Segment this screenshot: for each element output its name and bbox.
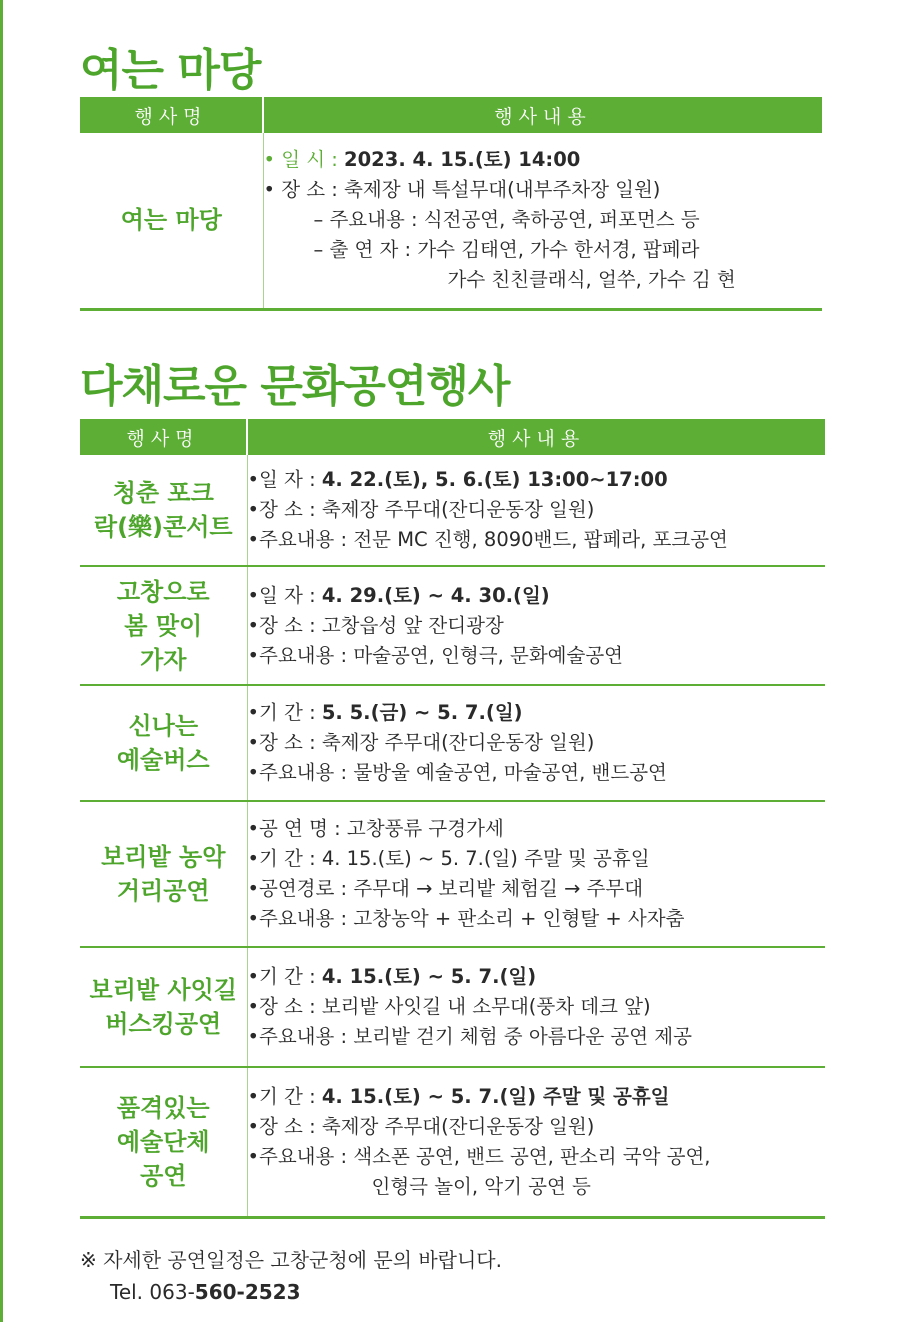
table-row (80, 133, 822, 309)
detail-value: 축제장 내 특설무대(내부주차장 일원) (344, 178, 661, 202)
event-detail (247, 801, 825, 947)
detail-value: 가수 친친클래식, 얼쑤, 가수 김 현 (447, 268, 736, 292)
section-title-opening: 여는 마당 (80, 45, 261, 96)
detail-line (248, 758, 826, 788)
detail-value: 고창풍류 구경가세 (346, 817, 504, 840)
event-detail (247, 1067, 825, 1217)
detail-line (248, 844, 826, 874)
detail-label: •장 소 : (247, 731, 322, 754)
detail-value: 축제장 주무대(잔디운동장 일원) (321, 731, 595, 754)
performances-schedule-table (80, 419, 825, 1219)
detail-value: 마술공연, 인형극, 문화예술공연 (353, 643, 624, 667)
detail-line (264, 235, 823, 265)
detail-line (264, 265, 823, 295)
detail-value: 5. 5.(금) ~ 5. 7.(일) (321, 701, 523, 724)
header-event-name: 행사명 (80, 97, 263, 133)
detail-label: – 출 연 자 : (313, 238, 418, 262)
detail-label: • 장 소 : (263, 178, 345, 202)
detail-value: 식전공연, 축하공연, 퍼포먼스 등 (423, 208, 700, 232)
detail-label: •기 간 : (247, 1084, 322, 1108)
detail-value: 인형극 놀이, 악기 공연 등 (371, 1174, 591, 1198)
detail-line (248, 1142, 826, 1172)
detail-line (248, 1112, 826, 1142)
detail-value: 보리밭 사잇길 내 소무대(풍차 데크 앞) (321, 995, 651, 1018)
detail-label: • 일 시 : (263, 148, 345, 172)
detail-label: •일 자 : (247, 583, 322, 607)
detail-line (248, 1172, 826, 1202)
detail-line (248, 525, 826, 555)
event-name-line: 보리밭 사잇길 (89, 976, 237, 1004)
detail-label: •장 소 : (247, 613, 322, 637)
event-detail (247, 947, 825, 1067)
left-edge-rule (0, 0, 3, 1322)
event-name-line: 예술단체 (116, 1127, 210, 1156)
detail-label: •주요내용 : (247, 1144, 354, 1168)
event-name-line: 가자 (140, 645, 187, 674)
event-name (80, 947, 247, 1067)
detail-label: •주요내용 : (247, 528, 354, 551)
detail-value: 주무대 → 보리밭 체험길 → 주무대 (353, 877, 644, 900)
detail-line (264, 175, 823, 205)
header-event-content: 행사내용 (263, 97, 822, 133)
detail-label: •기 간 : (247, 847, 322, 870)
detail-line (248, 698, 826, 728)
table-header (80, 97, 822, 133)
detail-label: •주요내용 : (247, 761, 354, 784)
detail-line (248, 641, 826, 671)
event-name-line: 버스킹공연 (105, 1010, 222, 1038)
detail-value: 4. 29.(토) ~ 4. 30.(일) (321, 583, 550, 607)
event-name (80, 801, 247, 947)
detail-line (248, 814, 826, 844)
detail-value: 물방울 예술공연, 마술공연, 밴드공연 (353, 761, 667, 784)
event-name (80, 455, 247, 566)
detail-value: 고창읍성 앞 잔디광장 (321, 613, 504, 637)
event-name-line: 신나는 (128, 712, 199, 740)
table-row (80, 801, 825, 947)
table-row (80, 685, 825, 801)
detail-label: •장 소 : (247, 1114, 322, 1138)
event-name (80, 1067, 247, 1217)
section-title-performances: 다채로운 문화공연행사 (80, 361, 510, 412)
table-header (80, 419, 825, 455)
detail-label: •주요내용 : (247, 907, 354, 930)
detail-label: •주요내용 : (247, 643, 354, 667)
event-name (80, 685, 247, 801)
detail-value: 4. 15.(토) ~ 5. 7.(일) 주말 및 공휴일 (321, 847, 650, 870)
event-name-line: 봄 맞이 (124, 611, 203, 640)
opening-schedule-table (80, 97, 822, 311)
detail-value: 전문 MC 진행, 8090밴드, 팝페라, 포크공연 (353, 528, 728, 551)
detail-value: 4. 22.(토), 5. 6.(토) 13:00~17:00 (321, 468, 668, 491)
detail-value: 보리밭 걷기 체험 중 아름다운 공연 제공 (353, 1025, 692, 1048)
detail-line (264, 205, 823, 235)
detail-label: •공 연 명 : (247, 817, 347, 840)
event-detail (247, 566, 825, 685)
event-name-line: 공연 (140, 1161, 187, 1190)
detail-label: •일 자 : (247, 468, 322, 491)
phone-prefix: Tel. 063- (110, 1280, 195, 1304)
detail-value: 색소폰 공연, 밴드 공연, 판소리 국악 공연, (353, 1144, 711, 1168)
detail-label: – 주요내용 : (313, 208, 424, 232)
detail-value: 2023. 4. 15.(토) 14:00 (344, 148, 581, 172)
inquiry-note: ※ 자세한 공연일정은 고창군청에 문의 바랍니다. (80, 1248, 502, 1272)
detail-label: •공연경로 : (247, 877, 354, 900)
detail-line (248, 1022, 826, 1052)
detail-line (264, 145, 823, 175)
detail-label: •장 소 : (247, 995, 322, 1018)
detail-line (248, 495, 826, 525)
detail-value: 고창농악 + 판소리 + 인형탈 + 사자춤 (353, 907, 685, 930)
table-row (80, 1067, 825, 1217)
detail-label: •기 간 : (247, 965, 322, 988)
event-detail (263, 133, 822, 309)
event-detail (247, 455, 825, 566)
event-name-line: 청춘 포크 (112, 479, 214, 507)
event-name-line: 고창으로 (116, 577, 210, 606)
event-name-line: 품격있는 (116, 1093, 210, 1122)
detail-label: •주요내용 : (247, 1025, 354, 1048)
event-name-line: 락(樂)콘서트 (93, 513, 233, 541)
detail-line (248, 874, 826, 904)
detail-line (248, 728, 826, 758)
detail-line (248, 992, 826, 1022)
header-event-content: 행사내용 (247, 419, 825, 455)
detail-line (248, 1082, 826, 1112)
event-name (80, 566, 247, 685)
phone-main: 560-2523 (194, 1280, 301, 1304)
detail-value: 축제장 주무대(잔디운동장 일원) (321, 1114, 595, 1138)
detail-line (248, 962, 826, 992)
detail-value: 4. 15.(토) ~ 5. 7.(일) (321, 965, 537, 988)
detail-value: 축제장 주무대(잔디운동장 일원) (321, 498, 595, 521)
header-event-name: 행사명 (80, 419, 247, 455)
table-row (80, 947, 825, 1067)
phone-number (80, 1276, 502, 1308)
detail-label: •장 소 : (247, 498, 322, 521)
detail-line (248, 904, 826, 934)
detail-label: •기 간 : (247, 701, 322, 724)
detail-line (248, 465, 826, 495)
event-name-line: 예술버스 (116, 746, 210, 774)
detail-value: 4. 15.(토) ~ 5. 7.(일) 주말 및 공휴일 (321, 1084, 670, 1108)
detail-value: 가수 김태연, 가수 한서경, 팝페라 (417, 238, 700, 262)
event-detail (247, 685, 825, 801)
contact-footer (80, 1244, 502, 1308)
event-name-line: 거리공연 (116, 877, 210, 905)
table-row (80, 566, 825, 685)
table-row (80, 455, 825, 566)
event-name-line: 보리밭 농악 (101, 843, 226, 871)
detail-line (248, 581, 826, 611)
detail-line (248, 611, 826, 641)
event-name: 여는 마당 (80, 133, 263, 309)
